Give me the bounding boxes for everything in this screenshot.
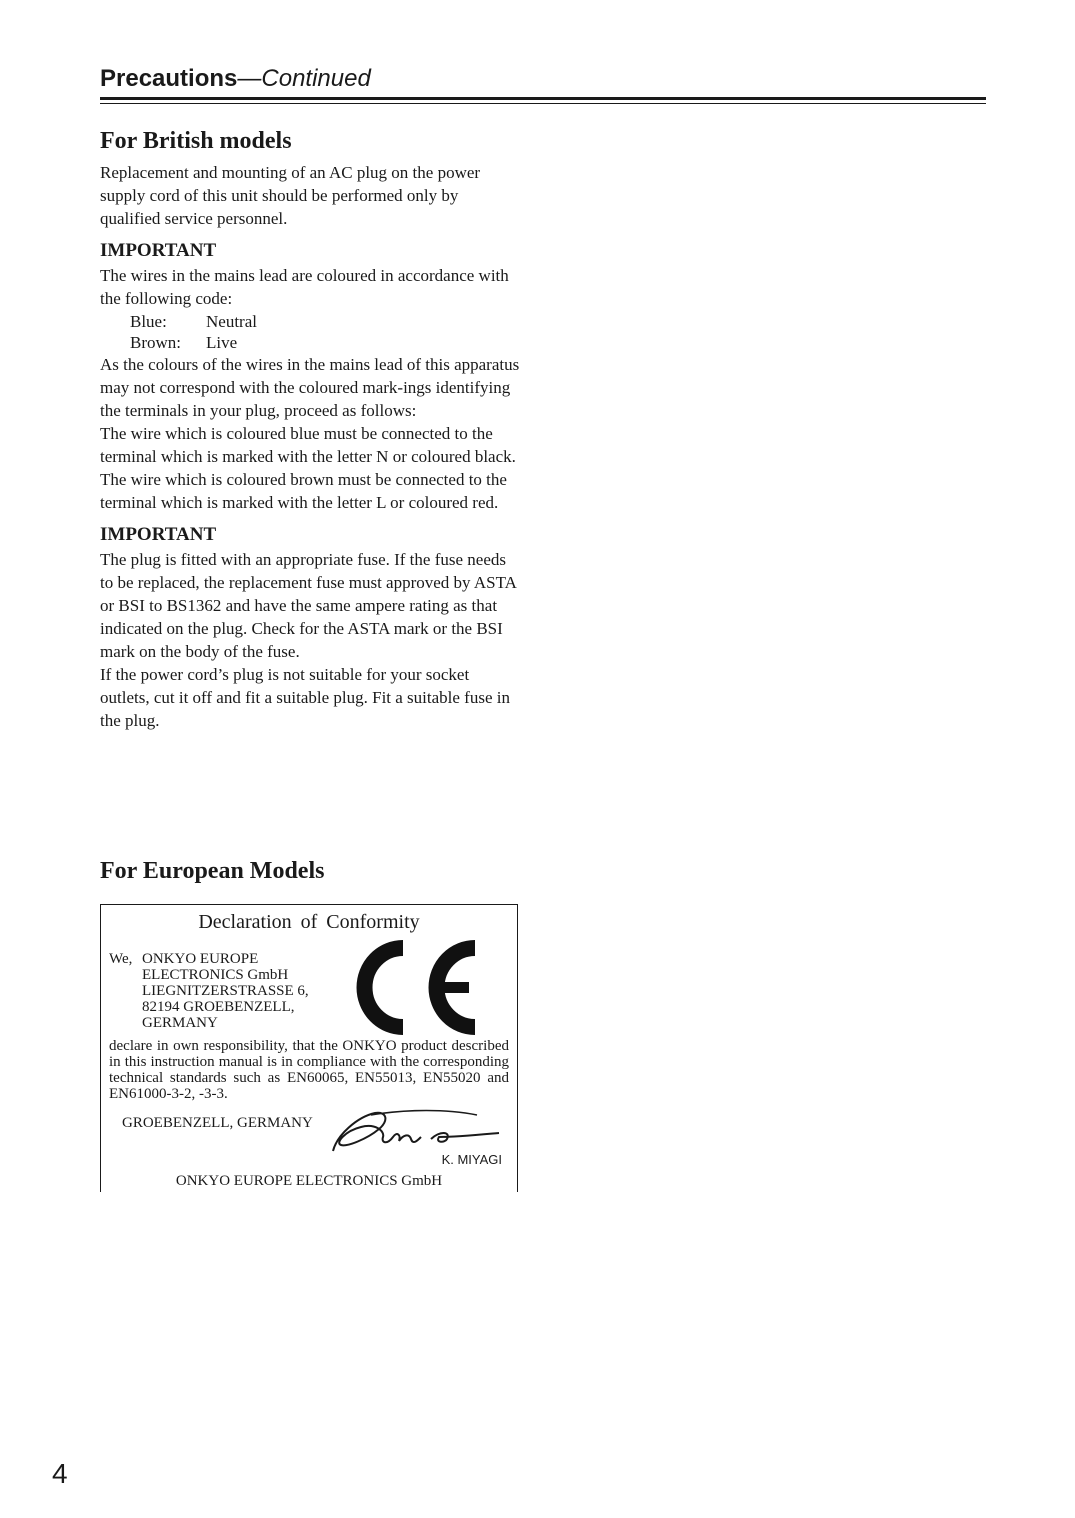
declaration-company: ONKYO EUROPE ELECTRONICS GmbH xyxy=(175,1173,443,1189)
wire-code-row xyxy=(100,311,520,332)
address-line: LIEGNITZERSTRASSE 6, xyxy=(142,983,309,999)
wire-code-value: Neutral xyxy=(206,312,257,331)
declaration-of-conformity xyxy=(100,904,518,1192)
declaration-address xyxy=(142,951,309,1031)
fuse-instruction: The plug is fitted with an appropriate fuse. If the fuse needs to be replaced, the replacement fuse must approved by ASTA or BSI to BS1362 and have the same ampere rating as that indicated on the plug. Check for the ASTA mark or the BSI mark on the body of the fuse. xyxy=(100,550,516,661)
british-section xyxy=(100,126,520,732)
address-line: ONKYO EUROPE xyxy=(142,951,259,967)
wire-code-row xyxy=(100,332,520,353)
declaration-title: Declaration of Conformity xyxy=(198,911,420,933)
header-subtitle: —Continued xyxy=(237,65,371,92)
wire-code-intro: The wires in the mains lead are coloured in accordance with the following code: xyxy=(100,266,509,308)
british-intro: Replacement and mounting of an AC plug on the power supply cord of this unit should be performed only by qualified service personnel. xyxy=(100,163,481,228)
header-rule-thick xyxy=(100,97,986,100)
page-title xyxy=(100,64,986,94)
address-line: GERMANY xyxy=(142,1015,218,1031)
brown-wire-instruction: The wire which is coloured brown must be connected to the terminal which is marked with the letter L or coloured red. xyxy=(100,470,507,512)
british-heading: For British models xyxy=(100,128,292,154)
european-section xyxy=(100,856,520,886)
declaration-signer: K. MIYAGI xyxy=(441,1152,502,1167)
wire-code-key: Brown: xyxy=(130,333,181,352)
wire-code-key: Blue: xyxy=(130,312,167,331)
ce-mark-icon xyxy=(351,939,481,1036)
wire-colour-note: As the colours of the wires in the mains lead of this apparatus may not correspond with the coloured mark-ings identifying the terminals in your plug, proceed as follows: xyxy=(100,355,520,420)
declaration-we: We, xyxy=(109,951,133,967)
wire-code-value: Live xyxy=(206,333,238,352)
header-rule-thin xyxy=(100,103,986,104)
important-heading-1: IMPORTANT xyxy=(100,240,217,261)
page-header xyxy=(100,64,986,94)
european-heading: For European Models xyxy=(100,858,325,884)
address-line: ELECTRONICS GmbH xyxy=(142,967,289,983)
blue-wire-instruction: The wire which is coloured blue must be connected to the terminal which is marked with the letter N or coloured black. xyxy=(100,424,516,466)
important-heading-2: IMPORTANT xyxy=(100,524,217,545)
page-number: 4 xyxy=(52,1458,68,1489)
declaration-place: GROEBENZELL, GERMANY xyxy=(122,1115,313,1131)
declaration-text: declare in own responsibility, that the ONKYO product described in this instruction manual is in compliance with the corresponding technical standards such as EN60065, EN55013, EN55020 and EN61000-3-2, -3-3. xyxy=(109,1038,509,1102)
plug-instruction: If the power cord’s plug is not suitable for your socket outlets, cut it off and fit a suitable plug. Fit a suitable fuse in the plug. xyxy=(100,665,510,730)
address-line: 82194 GROEBENZELL, xyxy=(142,999,295,1015)
header-title: Precautions xyxy=(100,65,238,92)
